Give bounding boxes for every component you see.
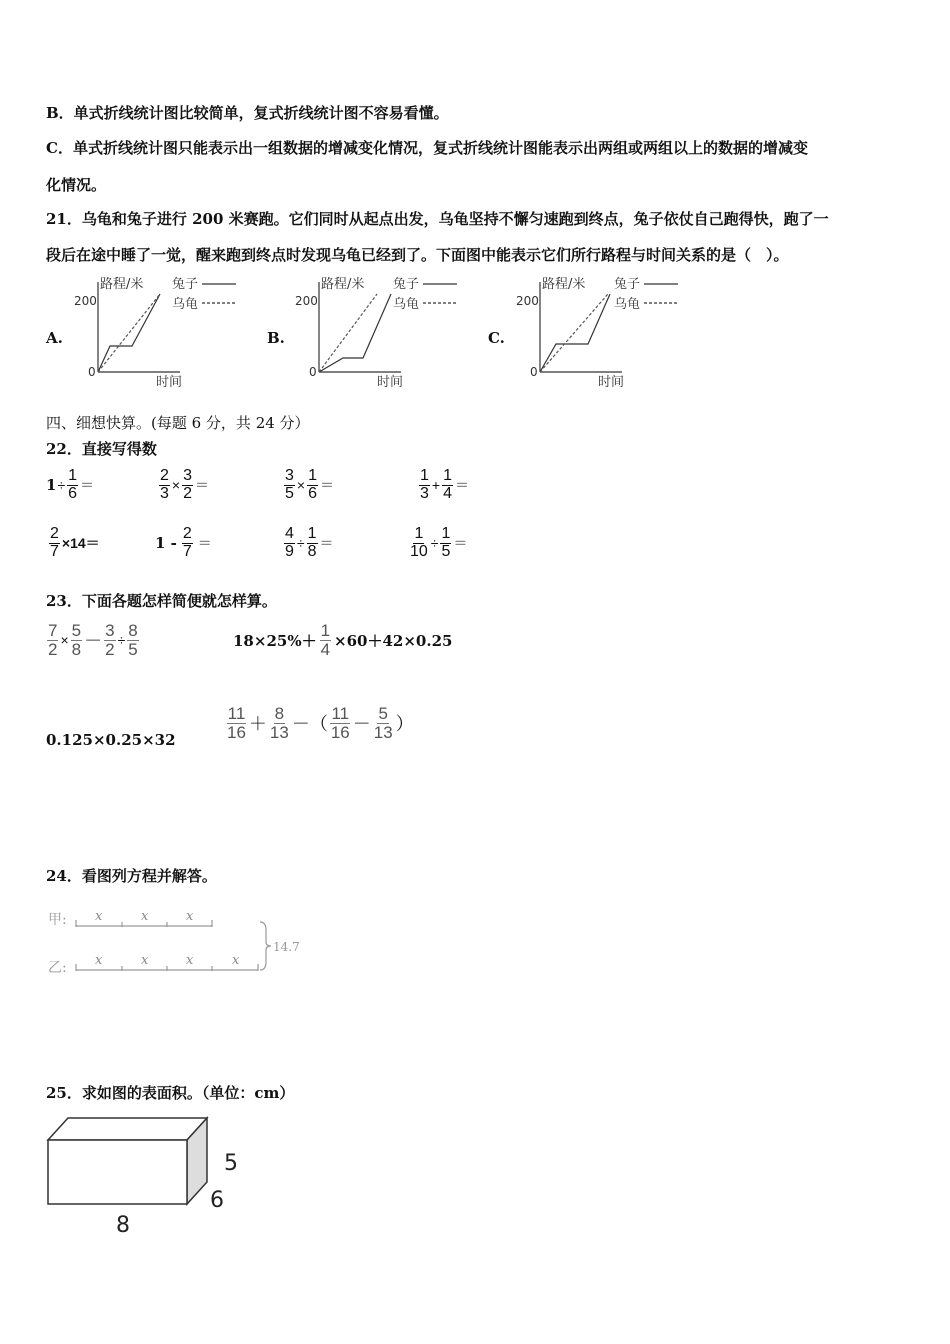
q21-text-line2: 段后在途中睡了一觉，醒来跑到终点时发现乌龟已经到了。下面图中能表示它们所行路程与时间关系的是（ ）。	[46, 246, 789, 264]
rabbit-line	[319, 294, 391, 372]
legend-rabbit-label: 兔子	[172, 277, 199, 292]
option-b-text: B．单式折线统计图比较简单，复式折线统计图不容易看懂。	[46, 104, 449, 122]
section-4-title: 四、细想快算。(每题 6 分，共 24 分）	[46, 414, 310, 432]
q24-title: 24．看图列方程并解答。	[46, 867, 217, 885]
q23-title: 23．下面各题怎样简便就怎样算。	[46, 592, 277, 610]
q25-cuboid-figure	[44, 1112, 264, 1242]
turtle-line	[540, 294, 608, 372]
q22-item-3: $\frac{3}{5}$ × $\frac{1}{6}$ ＝	[285, 467, 334, 502]
legend-turtle-label: 乌龟	[614, 297, 641, 312]
option-c-text-line1: C．单式折线统计图只能表示出一组数据的增减变化情况，复式折线统计图能表示出两组或两组以上的数据的增减变	[46, 139, 808, 157]
yi-segment-1: x	[95, 953, 103, 968]
legend-rabbit-label: 兔子	[614, 277, 641, 292]
y-axis-label: 路程/米	[542, 277, 586, 292]
option-c-text-line2: 化情况。	[46, 176, 107, 194]
jia-segment-2: x	[141, 909, 149, 924]
turtle-line	[98, 294, 160, 372]
jia-label: 甲:	[48, 912, 67, 928]
y-max-tick: 200	[516, 294, 539, 308]
q22-item-5: $\frac{2}{7}$ ×14＝	[50, 525, 100, 560]
total-label: 14.7	[273, 940, 300, 954]
yi-segment-4: x	[232, 953, 240, 968]
length-label: 8	[116, 1213, 130, 1238]
q23-expression-2: 18×25%＋ $\frac{1}{4}$ ×60＋42×0.25	[233, 621, 453, 659]
q22-item-1: 1 ÷ $\frac{1}{6}$ ＝	[46, 467, 95, 502]
q24-line-diagram	[44, 900, 314, 985]
origin-tick: 0	[88, 365, 96, 379]
q25-title: 25．求如图的表面积。（单位：cm）	[46, 1084, 295, 1102]
q23-expression-4: $\frac{11}{16}$ ＋ $\frac{8}{13}$ －（ $\frac{11}{16}$ － $\frac{5}{13}$ ）	[227, 704, 414, 742]
chart-option-a	[70, 272, 245, 392]
option-c-label[interactable]: C.	[488, 329, 505, 347]
legend-turtle-label: 乌龟	[172, 297, 199, 312]
x-axis-label: 时间	[598, 375, 625, 390]
yi-segment-3: x	[186, 953, 194, 968]
q23-expression-3: 0.125×0.25×32	[46, 731, 176, 749]
jia-segment-3: x	[186, 909, 194, 924]
q22-item-6: 1 - $\frac{2}{7}$ ＝	[155, 525, 212, 560]
yi-segment-2: x	[141, 953, 149, 968]
rabbit-line	[98, 294, 160, 372]
option-a-label[interactable]: A.	[46, 329, 63, 347]
q22-item-2: $\frac{2}{3}$ × $\frac{3}{2}$ ＝	[160, 467, 209, 502]
height-label: 5	[224, 1151, 238, 1176]
yi-label: 乙:	[48, 960, 67, 976]
q23-expression-1: $\frac{7}{2}$ × $\frac{5}{8}$ － $\frac{3}{2}$ ÷ $\frac{8}{5}$	[48, 621, 138, 659]
q22-item-4: $\frac{1}{3}$ + $\frac{1}{4}$ ＝	[420, 467, 469, 502]
y-axis-label: 路程/米	[321, 277, 365, 292]
legend-rabbit-label: 兔子	[393, 277, 420, 292]
x-axis-label: 时间	[377, 375, 404, 390]
jia-segment-1: x	[95, 909, 103, 924]
width-label: 6	[210, 1188, 224, 1213]
origin-tick: 0	[309, 365, 317, 379]
option-b-label[interactable]: B.	[267, 329, 285, 347]
q21-text-line1: 21．乌龟和兔子进行 200 米赛跑。它们同时从起点出发，乌龟坚持不懈匀速跑到终点，兔子依仗自己跑得快，跑了一	[46, 210, 829, 228]
q22-item-7: $\frac{4}{9}$ ÷ $\frac{1}{8}$ ＝	[285, 525, 334, 560]
legend-turtle-label: 乌龟	[393, 297, 420, 312]
chart-option-b	[291, 272, 466, 392]
turtle-line	[319, 294, 377, 372]
y-max-tick: 200	[74, 294, 97, 308]
chart-option-c	[512, 272, 687, 392]
q22-item-8: $\frac{1}{10}$ ÷ $\frac{1}{5}$ ＝	[410, 525, 468, 560]
origin-tick: 0	[530, 365, 538, 379]
y-axis-label: 路程/米	[100, 277, 144, 292]
x-axis-label: 时间	[156, 375, 183, 390]
y-max-tick: 200	[295, 294, 318, 308]
q22-title: 22．直接写得数	[46, 440, 157, 458]
